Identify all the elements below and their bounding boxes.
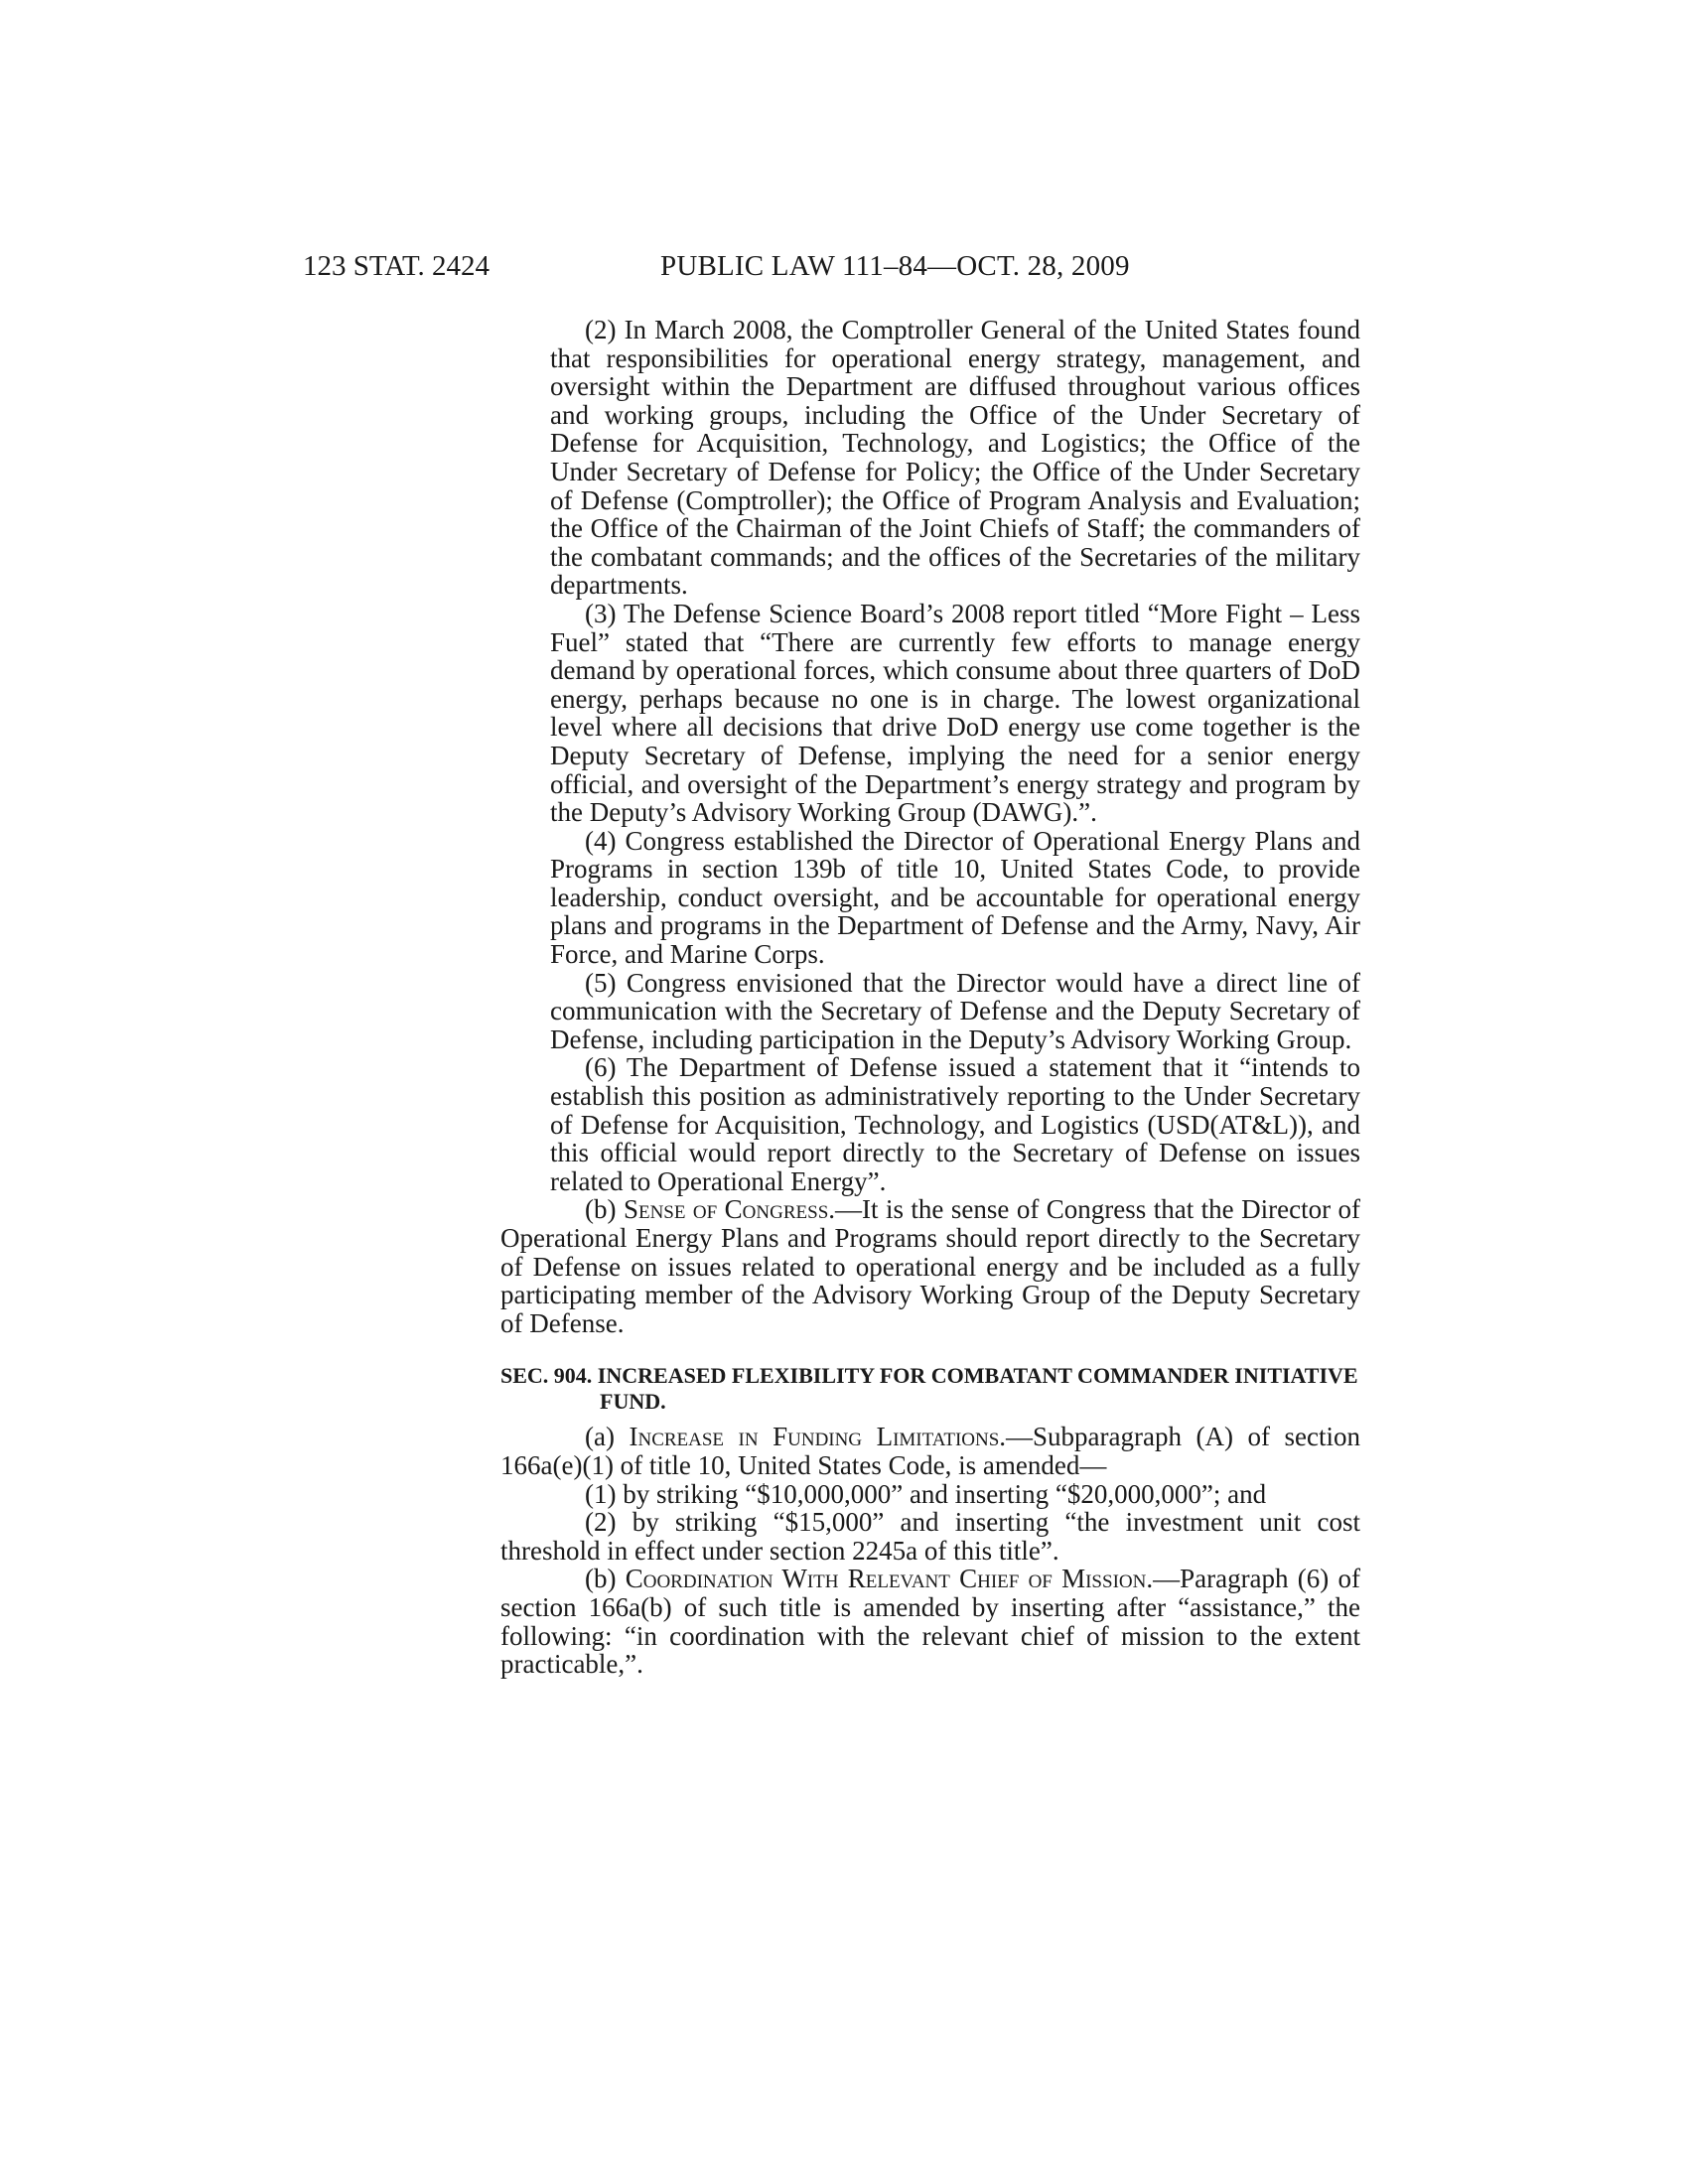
subsection-heading: Coordination With Relevant Chief of Mission [625, 1564, 1147, 1594]
section-904-subsection-b [500, 1565, 1360, 1678]
section-904-heading: SEC. 904. INCREASED FLEXIBILITY FOR COMBATANT COMMANDER INITIATIVE FUND. [500, 1363, 1358, 1415]
subsection-label: (a) [585, 1422, 630, 1452]
subsection-text: .—Paragraph (6) of section 166a(b) of such title is amended by inserting after “assistance,” the following: “in coordination with the relevant chief of mission to the extent practicable,”. [500, 1564, 1360, 1680]
section-904-subsection-a [500, 1423, 1360, 1479]
finding-paragraph-3: (3) The Defense Science Board’s 2008 report titled “More Fight – Less Fuel” stated that “There are currently few efforts to manage energy demand by operational forces, which consume about three quarters of DoD energy, perhaps because no one is in charge. The lowest organizational level where all decisions that drive DoD energy use come together is the Deputy Secretary of Defense, implying the need for a senior energy official, and oversight of the Department’s energy strategy and program by the Deputy’s Advisory Working Group (DAWG).”. [550, 598, 1360, 828]
public-law-citation: PUBLIC LAW 111–84—OCT. 28, 2009 [660, 250, 1130, 282]
finding-paragraph-4: (4) Congress established the Director of Operational Energy Plans and Programs in section 139b of title 10, United States Code, to provide leadership, conduct oversight, and be accountable for operational energy plans and programs in the Department of Defense and the Army, Navy, Air Force, and Marine Corps. [550, 825, 1360, 970]
finding-paragraph-6: (6) The Department of Defense issued a statement that it “intends to establish this position as administratively reporting to the Under Secretary of Defense for Acquisition, Technology, and Logistics (USD(AT&L)), and this official would report directly to the Secretary of Defense on issues related to Operational Energy”. [550, 1052, 1360, 1196]
body-text [500, 316, 1360, 1679]
amendment-item-1: (1) by striking “$10,000,000” and inserting “$20,000,000”; and [585, 1478, 1267, 1509]
subsection-label: (b) [585, 1564, 626, 1594]
finding-paragraph-5: (5) Congress envisioned that the Director would have a direct line of communication with the Secretary of Defense and the Deputy Secretary of Defense, including participation in the Deputy’s Advisory Working Group. [550, 967, 1360, 1054]
subsection-heading: Increase in Funding Limitations [629, 1422, 1000, 1452]
subsection-label: (b) [585, 1194, 624, 1225]
subsection-text: .—Subparagraph (A) of section 166a(e)(1) of title 10, United States Code, is amended— [500, 1422, 1360, 1480]
sense-of-congress-subsection [500, 1195, 1360, 1337]
statute-citation: 123 STAT. 2424 [303, 250, 491, 282]
subsection-heading: Sense of Congress [623, 1194, 829, 1225]
subsection-text: .—It is the sense of Congress that the Director of Operational Energy Plans and Programs should report directly to the Secretary of Defense on issues related to operational energy and be included as a fully participating member of the Advisory Working Group of the Deputy Secretary of Defense. [500, 1194, 1361, 1338]
amendment-item-2: (2) by striking “$15,000” and inserting “the investment unit cost threshold in effect under section 2245a of this title”. [500, 1507, 1360, 1566]
finding-paragraph-2: (2) In March 2008, the Comptroller General of the United States found that responsibilities for operational energy strategy, management, and oversight within the Department are diffused throughout various offices and working groups, including the Office of the Under Secretary of Defense for Acquisition, Technology, and Logistics; the Office of the Under Secretary of Defense for Policy; the Office of the Under Secretary of Defense (Comptroller); the Office of Program Analysis and Evaluation; the Office of the Chairman of the Joint Chiefs of Staff; the commanders of the combatant commands; and the offices of the Secretaries of the military departments. [550, 315, 1360, 601]
running-head [303, 248, 1196, 284]
